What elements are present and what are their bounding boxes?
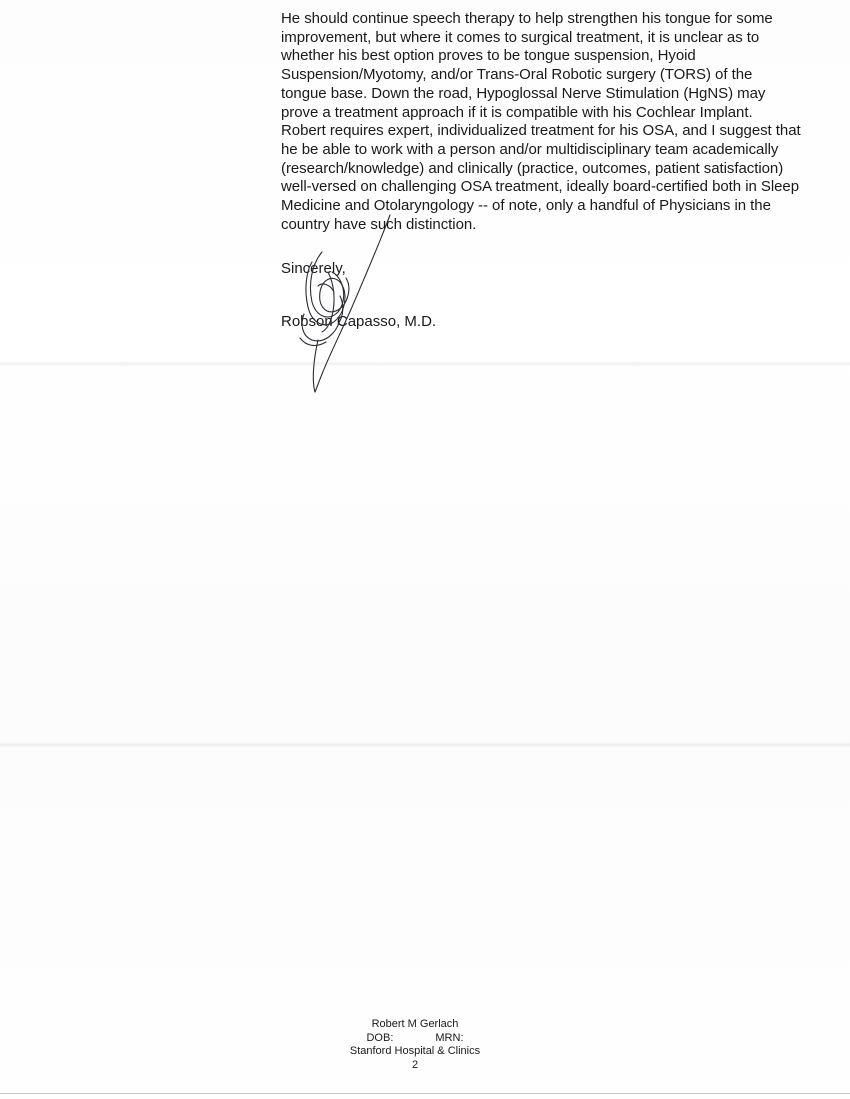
footer-page-number: 2	[411, 1058, 419, 1071]
signer-name: Robson Capasso, M.D.	[281, 313, 437, 330]
footer-id-row	[330, 1032, 500, 1046]
handwritten-signature-icon	[282, 212, 392, 397]
footer-institution: Stanford Hospital & Clinics	[349, 1045, 481, 1057]
footer-patient-name: Robert M Gerlach	[371, 1018, 459, 1030]
footer-mrn-label: MRN:	[435, 1031, 464, 1044]
footer-dob-label: DOB:	[366, 1031, 394, 1044]
paper-fold-line	[0, 742, 850, 748]
page-bottom-edge	[0, 1093, 850, 1094]
paper-fold-line	[0, 361, 850, 367]
letter-body-paragraph: He should continue speech therapy to help strengthen his tongue for some improvement, but where it comes to surgical treatment, it is unclear as to whether his best option proves to be tongue suspension, Hyoid Suspension/Myotomy, and/or Trans-Oral Robotic surgery (TORS) of the tongue base. Down the road, Hypoglossal Nerve Stimulation (HgNS) may prove a treatment approach if it is compatible with his Cochlear Implant. Robert requires expert, individualized treatment for his OSA, and I suggest that he be able to work with a person and/or multidisciplinary team academically (research/knowledge) and clinically (practice, outcomes, patient satisfaction) well-versed on challenging OSA treatment, ideally board-certified both in Sleep Medicine and Otolaryngology -- of note, only a handful of Physicians in the country have such distinction.	[281, 10, 801, 233]
page-footer	[330, 1018, 500, 1072]
letter-closing: Sincerely,	[281, 260, 346, 277]
